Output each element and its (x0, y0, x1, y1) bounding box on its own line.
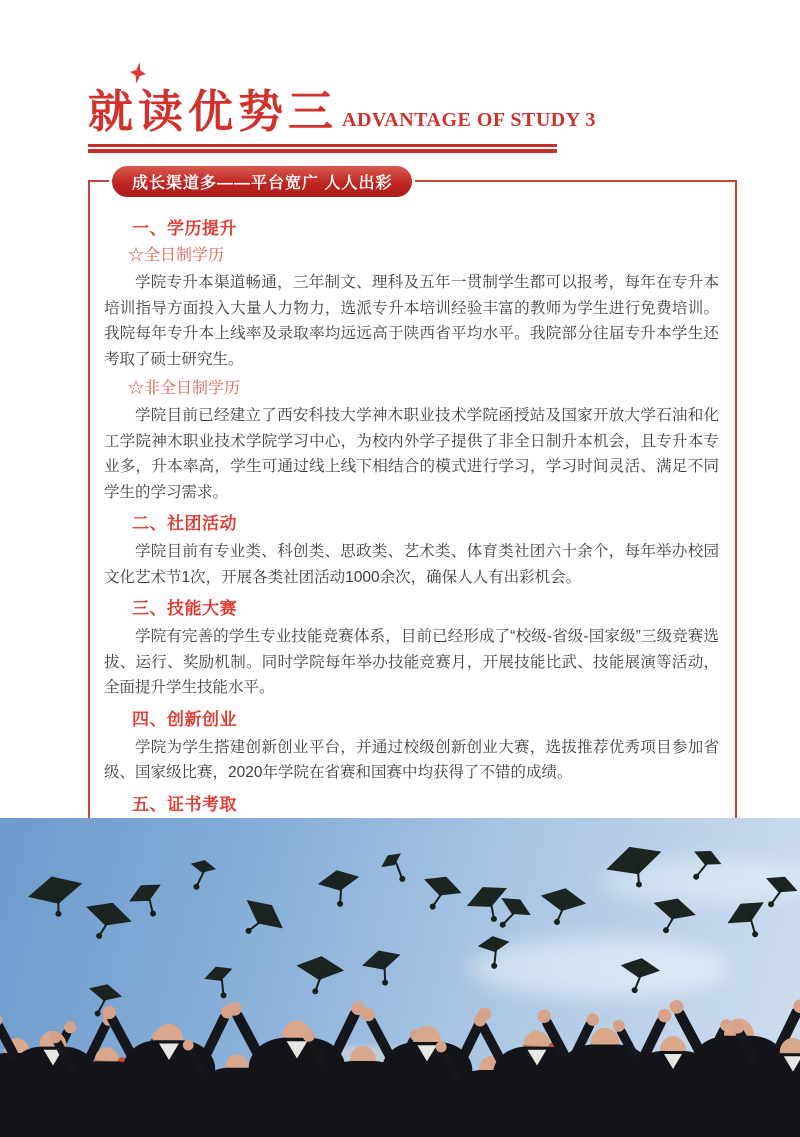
graduation-cap (81, 895, 136, 938)
graduation-cap (495, 891, 535, 926)
title-rule-thin (88, 144, 557, 147)
title-row (88, 86, 596, 137)
paragraph-skills-competition: 学院有完善的学生专业技能竞赛体系，目前已经形成了“校级-省级-国家级”三级竞赛选拔、运行、奖励机制。同时学院每年举办技能竞赛月，开展技能比武、技能展演等活动，全面提升学生技能水平。 (104, 628, 719, 696)
graduation-photo (0, 818, 800, 1137)
graduation-cap (419, 870, 465, 907)
graduation-cap (538, 884, 588, 921)
graduation-gown (750, 1053, 800, 1137)
sub-heading-fulltime: ☆全日制学历 (128, 247, 225, 264)
graduation-cap (618, 955, 661, 985)
paragraph-innovation: 学院为学生搭建创新创业平台，并通过校级创新创业大赛，选拔推荐优秀项目参加省级、国家级比赛，2020年学院在省赛和国赛中均获得了不错的成绩。 (104, 738, 719, 781)
graduation-cap (378, 848, 406, 874)
content-body (90, 182, 735, 896)
page-header (88, 86, 596, 153)
section-heading-1: 一、学历提升 (132, 219, 237, 238)
graduation-cap (236, 891, 290, 942)
page-subtitle-en: ADVANTAGE OF STUDY 3 (342, 109, 596, 132)
title-rule-thick (88, 149, 557, 153)
section-banner-label: 成长渠道多——平台宽广 人人出彩 (132, 175, 393, 192)
section-heading-4: 四、创新创业 (132, 709, 237, 729)
page-title: 就读优势三 (88, 86, 339, 137)
graduation-cap (316, 867, 362, 900)
paragraph-parttime: 学院目前已经建立了西安科技大学神木职业技术学院函授站及国家开放大学石油和化工学院神木职业技术学院学习中心，为校内外学子提供了非全日制升本机会，且专升本专业多，升本率高，学生可通过线上线下相结合的模式进行学习，学习时间灵活、满足不同学生的学习需求。 (104, 407, 719, 501)
graduation-cap (25, 870, 88, 918)
section-heading-2: 二、社团活动 (132, 514, 237, 533)
section-heading-3: 三、技能大赛 (132, 599, 237, 618)
graduation-cap (125, 877, 167, 913)
graduation-cap (189, 857, 218, 878)
paragraph-clubs: 学院目前有专业类、科创类、思政类、艺术类、体育类社团六十余个，每年举办校园文化艺术节1次，开展各类社团活动1000余次，确保人人有出彩机会。 (104, 543, 719, 586)
content-box (88, 175, 737, 818)
sub-heading-parttime: ☆非全日制学历 (128, 380, 241, 397)
section-banner (112, 166, 412, 197)
sparkle-icon (129, 61, 148, 85)
paragraph-fulltime: 学院专升本渠道畅通，三年制文、理科及五年一贯制学生都可以报考，每年在专升本培训指导方面投入大量人力物力，选派专升本培训经验丰富的教师为学生进行免费培训。我院每年专升本上线率及录取率均远远高于陕西省平均水平。我院部分往届专升本学生还考取了硕士研究生。 (104, 274, 719, 368)
graduation-cap (359, 945, 404, 980)
section-heading-5: 五、证书考取 (132, 794, 237, 814)
graduate-figure (747, 998, 800, 1137)
